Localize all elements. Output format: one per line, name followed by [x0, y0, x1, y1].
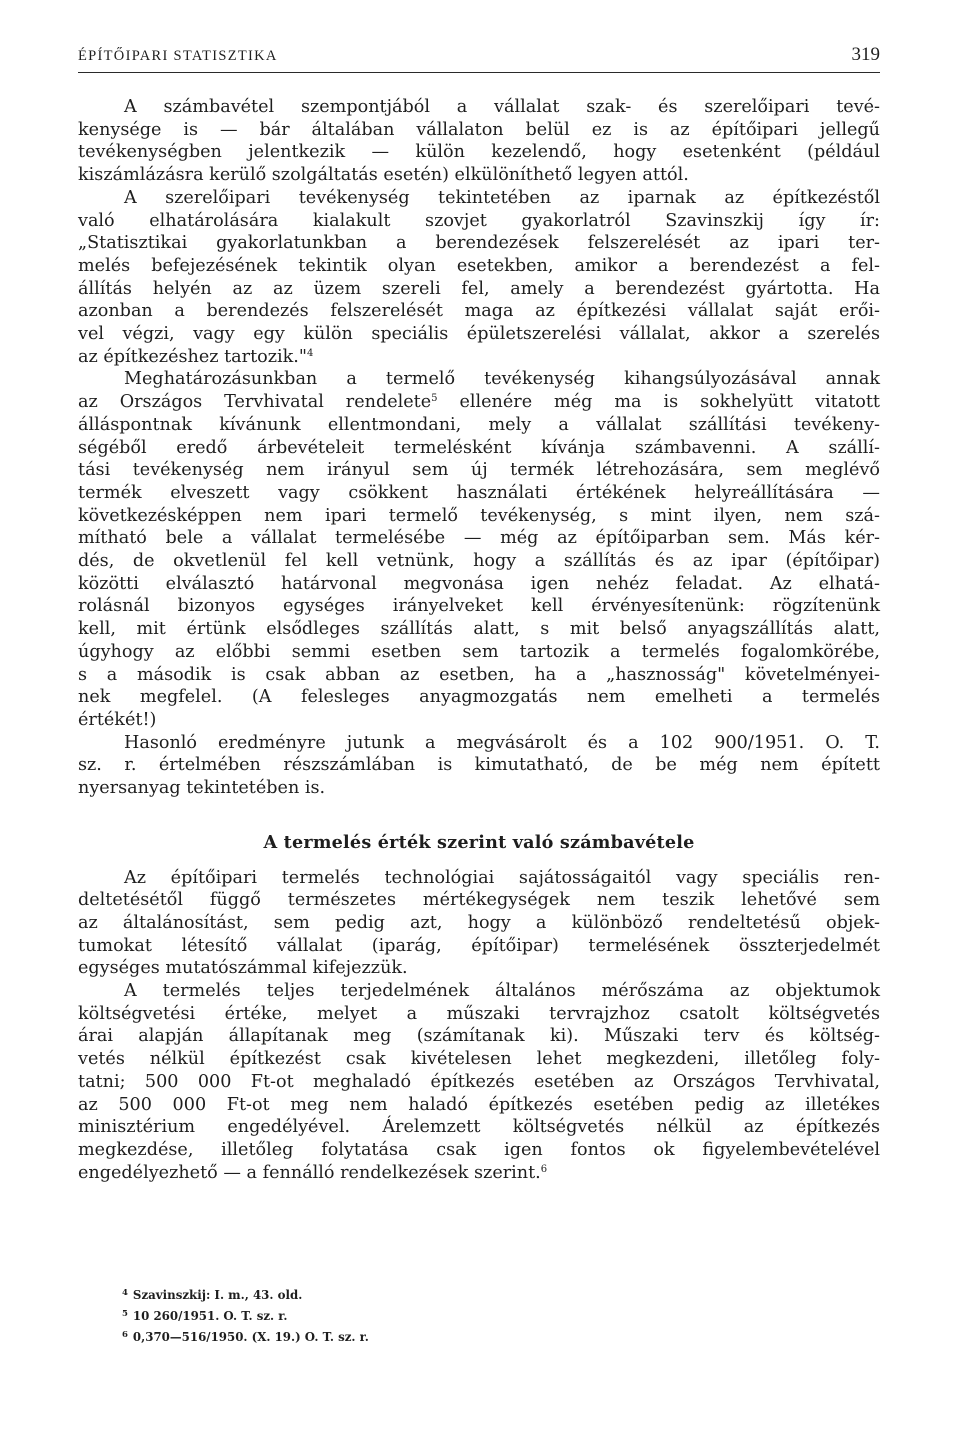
text-line: „Statisztikai gyakorlatunkban a berendezések felszerelését az ipari ter- — [78, 233, 880, 254]
footnote-ref: 4 — [307, 347, 314, 359]
text-line: közötti elválasztó határvonal megvonása igen nehéz feladat. Az elhatá- — [78, 573, 880, 594]
footnotes — [122, 1284, 369, 1347]
text-line: vel végzi, vagy egy külön speciális épületszerelési vállalat, akkor a szerelés — [78, 324, 880, 345]
footnote-mark: 5 — [122, 1309, 128, 1319]
text-line: úgyhogy az előbbi semmi esetben sem tartozik a termelés fogalomkörébe, — [78, 641, 880, 662]
running-head: ÉPÍTŐIPARI STATISZTIKA — [78, 48, 278, 64]
text-line: melés befejezésének tekintik olyan esetekben, amikor a berendezést a fel- — [78, 255, 880, 276]
text-line: tatni; 500 000 Ft-ot meghaladó építkezés esetében az Országos Tervhivatal, — [78, 1071, 880, 1092]
body-text — [78, 96, 880, 1184]
text-line: azonban a berendezés felszerelését maga az építkezési vállalat saját erői- — [78, 301, 880, 322]
footnote-ref: 6 — [540, 1163, 548, 1175]
section-heading: A termelés érték szerint való számbavétele — [263, 831, 695, 853]
text-line: kell, mit értünk elsődleges szállítás alatt, s mit belső anyagszállítás alatt, — [78, 619, 880, 640]
text-line: vetés nélkül építkezést csak kivételesen lehet megkezdeni, illetőleg foly- — [78, 1049, 880, 1070]
text-line: Az építőipari termelés technológiai sajátosságaitól vagy speciális ren- — [124, 867, 880, 888]
text-line: Meghatározásunkban a termelő tevékenység kihangsúlyozásával annak — [124, 369, 880, 390]
text-segment: engedélyezhető — a fennálló rendelkezések szerint. — [78, 1162, 541, 1183]
text-line: A számbavétel szempontjából a vállalat szak- és szerelőipari tevé- — [124, 97, 880, 117]
text-line: A termelés teljes terjedelmének általános mérőszáma az objektumok — [124, 981, 880, 1002]
footnote-mark: 6 — [122, 1330, 128, 1340]
text-line: ségéből eredő árbevételeit termelésként kívánja számbavenni. A szállí- — [78, 437, 880, 458]
footnote — [122, 1284, 369, 1305]
text-line: következésképpen nem ipari termelő tevékenység, s mint ilyen, nem szá- — [78, 505, 880, 526]
text-line: dés, de okvetlenül fel kell vetnünk, hogy a szállítás és az ipar (építőipar) — [78, 551, 880, 572]
text-segment: az építkezéshez tartozik." — [78, 346, 307, 367]
text-line — [78, 391, 880, 414]
page-header — [78, 44, 880, 73]
text-line: való elhatárolására kialakult szovjet gyakorlatról Szavinszkij így ír: — [78, 210, 880, 231]
text-line: megkezdése, illetőleg folytatása csak igen fontos ok figyelembevételével — [78, 1139, 880, 1160]
text-line: értékét!) — [78, 709, 157, 730]
text-line: az 500 000 Ft-ot meg nem haladó építkezés esetében pedig az illetékes — [78, 1094, 880, 1115]
page-number: 319 — [851, 44, 880, 65]
text-line: minisztérium engedélyével. Árelemzett költségvetés nélkül az építkezés — [78, 1117, 880, 1138]
text-line: s a második is csak abban az esetben, ha a „hasznosság" követelményei- — [78, 664, 880, 685]
text-line: nek megfelel. (A felesleges anyagmozgatás nem emelheti a termelés — [78, 687, 880, 708]
text-line: állítás helyén az az üzem szereli fel, amely a berendezést gyártotta. Ha — [78, 278, 880, 299]
text-line: sz. r. értelmében részszámlában is kimutatható, de be még nem épített — [78, 755, 880, 776]
text-line — [78, 346, 880, 369]
footnote-text: 10 260/1951. O. T. sz. r. — [132, 1309, 288, 1323]
footnote-text: Szavinszkij: I. m., 43. old. — [132, 1288, 303, 1302]
footnote — [122, 1326, 369, 1347]
text-line: kenysége is — bár általában vállalaton belül ez is az építőipari jellegű — [78, 119, 880, 140]
text-line: Hasonló eredményre jutunk a megvásárolt és a 102 900/1951. O. T. — [124, 732, 880, 753]
footnote — [122, 1305, 369, 1326]
text-line: A szerelőipari tevékenység tekintetében az iparnak az építkezéstől — [124, 187, 880, 208]
footnote-mark: 4 — [122, 1288, 128, 1298]
text-line: az általánosítást, sem pedig azt, hogy a különböző rendeltetésű objek- — [78, 912, 880, 933]
text-line: deltetésétől függő természetes mértékegységek nem teszik lehetővé sem — [78, 890, 880, 911]
text-line: termék elveszett vagy csökkent használati értékének helyreállítására — — [78, 482, 880, 503]
text-line: álláspontnak kívánunk ellentmondani, mely a vállalat szállítási tevékeny- — [78, 414, 880, 435]
footnote-text: 0,370—516/1950. (X. 19.) O. T. sz. r. — [132, 1330, 369, 1344]
text-line: tumokat létesítő vállalat (iparág, építőipar) termelésének összterjedelmét — [78, 935, 880, 956]
text-segment: ellenére még ma is sokhelyütt vitatott — [459, 392, 880, 413]
text-line: tevékenységben jelentkezik — külön kezelendő, hogy esetenként (például — [78, 142, 880, 163]
footnote-ref: 5 — [431, 393, 438, 405]
text-line: egységes mutatószámmal kifejezzük. — [78, 958, 408, 979]
text-line: árai alapján állapítanak meg (számítanak ki). Műszaki terv és költség- — [78, 1026, 880, 1047]
text-line: költségvetési értéke, melyet a műszaki tervrajzhoz csatolt költségvetés — [78, 1003, 880, 1024]
text-line — [78, 1162, 880, 1185]
text-line: rolásnál bizonyos egységes irányelveket kell érvényesítenünk: rögzítenünk — [78, 596, 880, 617]
text-segment: az Országos Tervhivatal rendelete — [78, 392, 432, 413]
text-line: tási tevékenység nem irányul sem új termék létrehozására, sem meglévő — [78, 460, 880, 481]
text-line: kiszámlázásra kerülő szolgáltatás esetén) elkülöníthető legyen attól. — [78, 165, 689, 186]
text-line: mítható bele a vállalat termelésébe — még az építőiparban sem. Más kér- — [78, 528, 880, 549]
text-line: nyersanyag tekintetében is. — [78, 778, 326, 799]
